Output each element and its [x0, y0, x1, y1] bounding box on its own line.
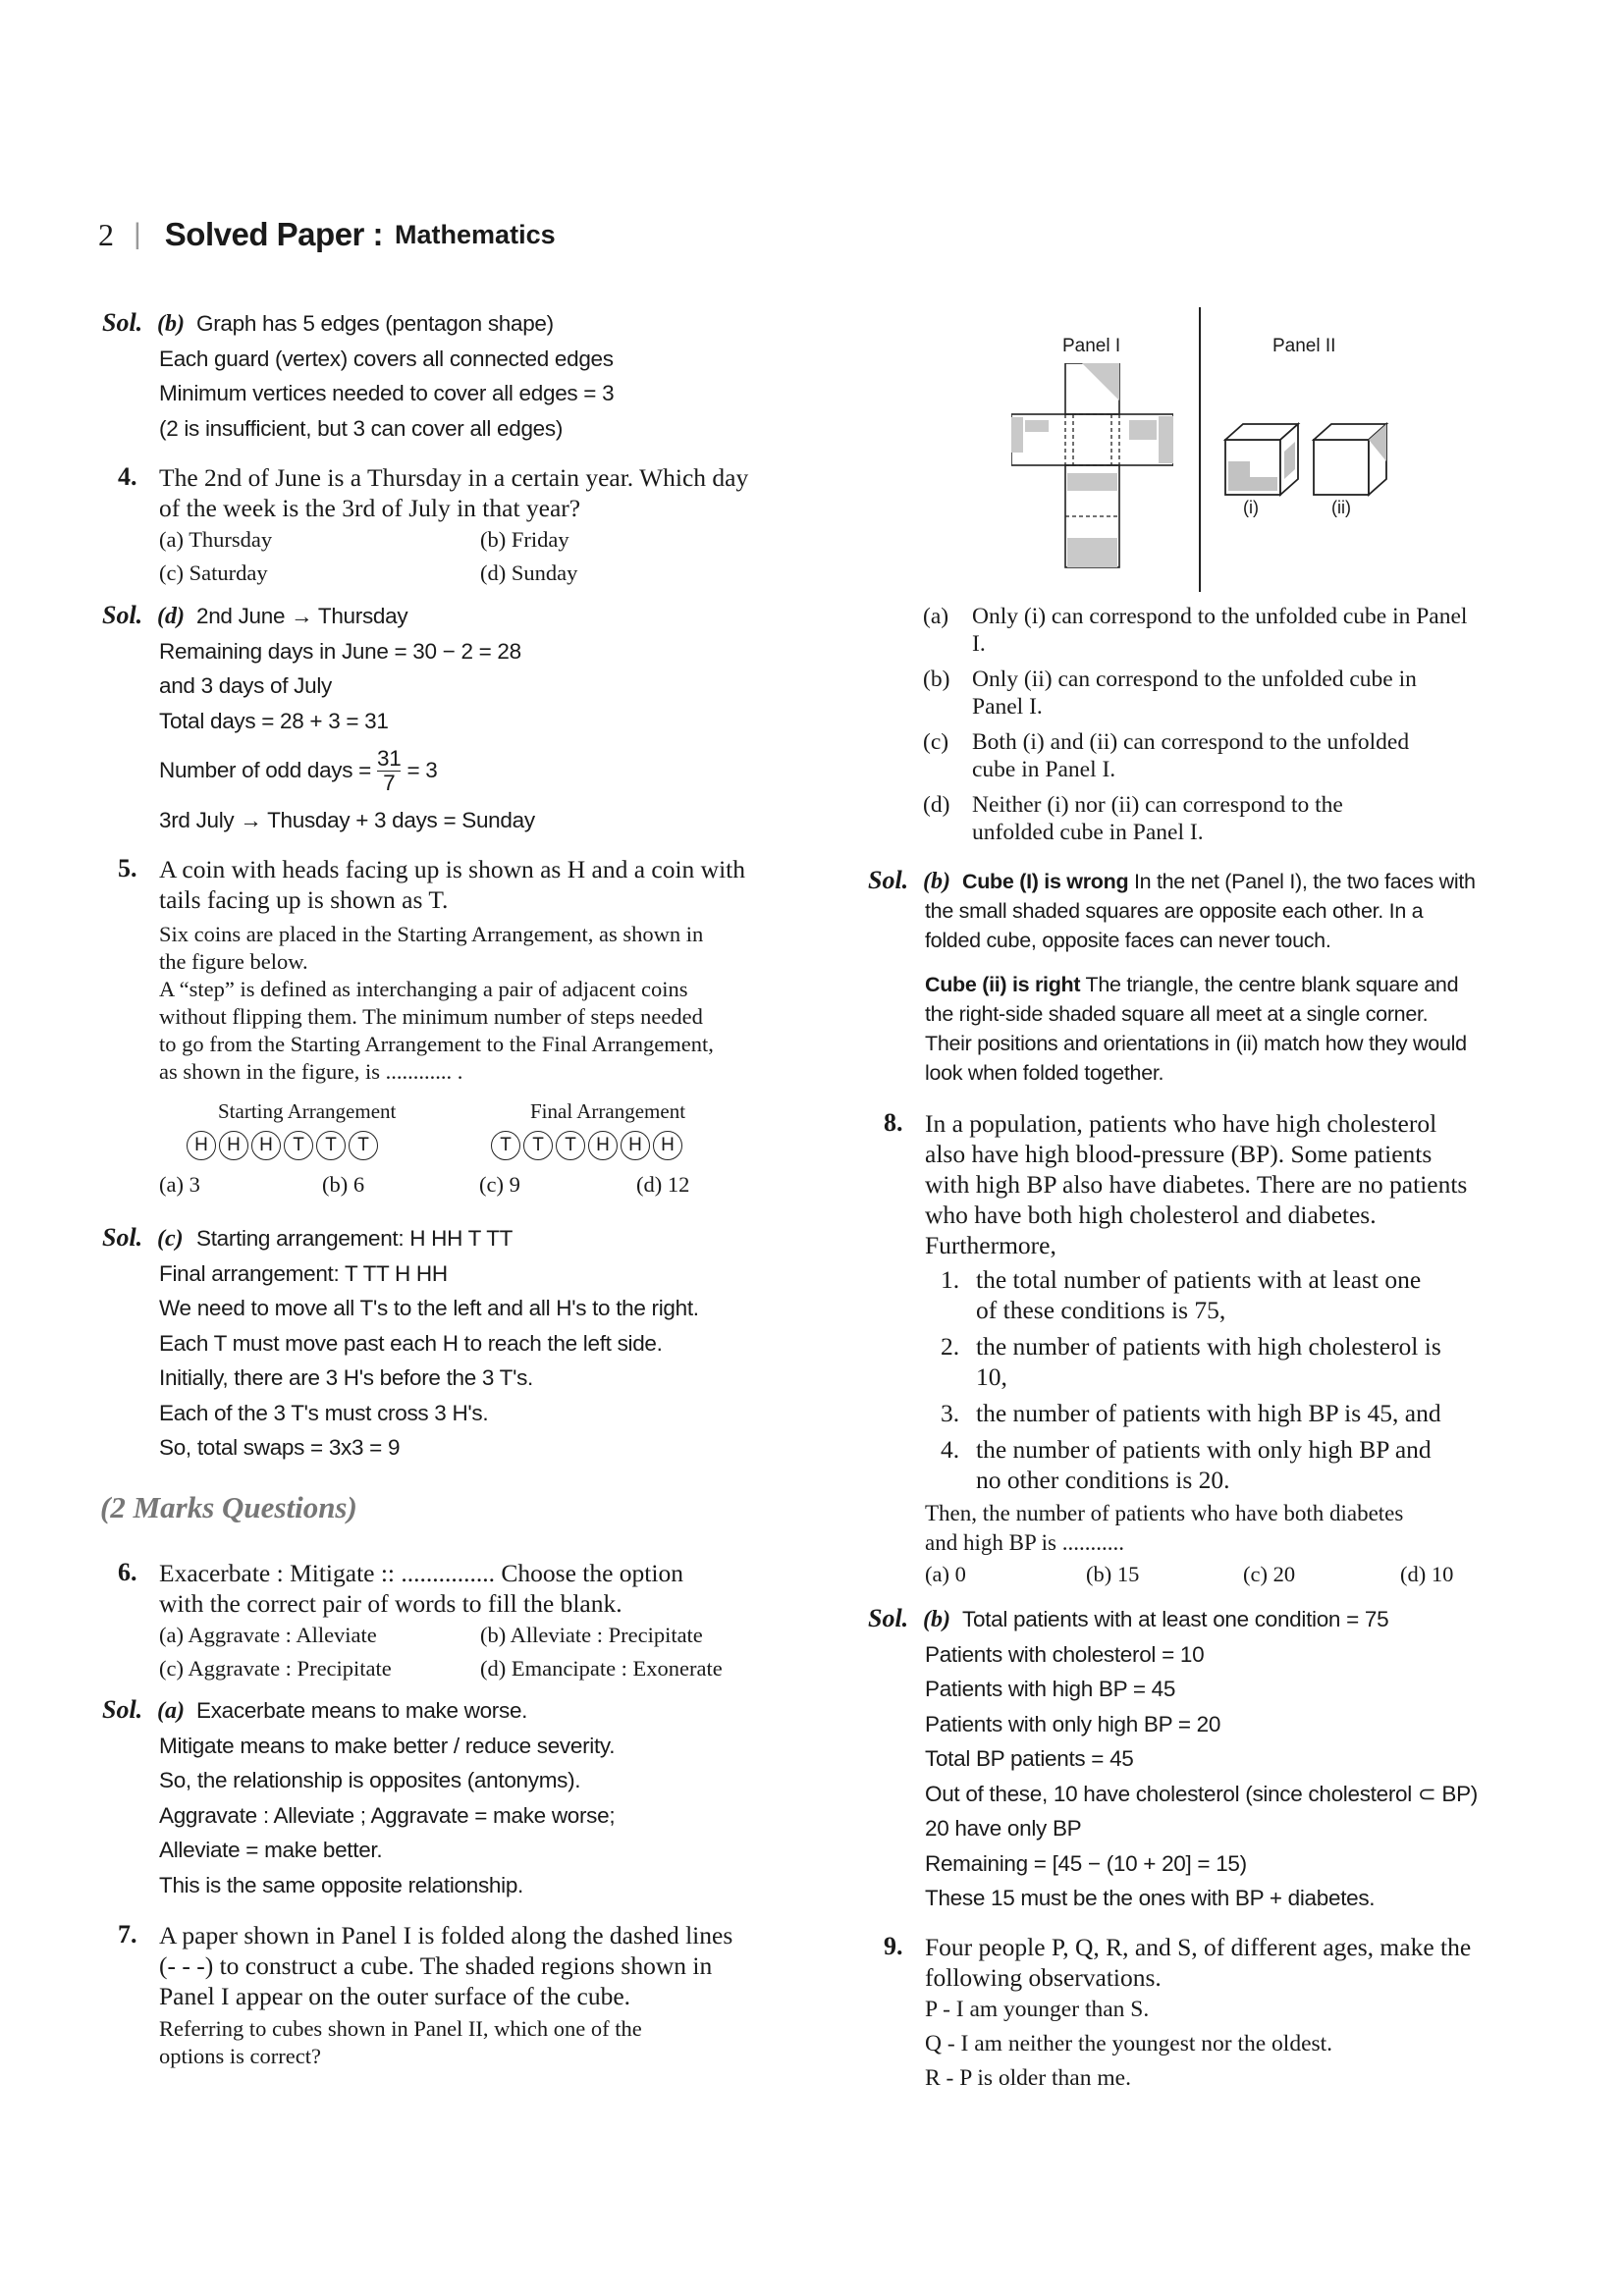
cube-ii-label: (ii) — [1331, 498, 1351, 517]
question-subtext: as shown in the figure, is ............ . — [159, 1059, 463, 1084]
condition-item — [941, 1331, 1498, 1392]
solution-5 — [102, 1221, 699, 1466]
option-c — [923, 728, 1542, 783]
question-text: following observations. — [925, 1963, 1162, 1992]
fraction-denominator: 7 — [383, 770, 396, 795]
sol-answer: (a) — [157, 1698, 185, 1724]
question-text: with high BP also have diabetes. There are no patients — [925, 1170, 1468, 1199]
statement: R - P is older than me. — [925, 2065, 1131, 2091]
question-text: (- - -) to construct a cube. The shaded regions shown in — [159, 1951, 713, 1980]
question-text: In a population, patients who have high cholesterol — [925, 1109, 1437, 1138]
question-number: 5. — [118, 854, 137, 882]
question-number: 7. — [118, 1920, 137, 1949]
condition-item — [941, 1398, 1498, 1428]
option-c: (c) Aggravate : Precipitate — [159, 1656, 392, 1681]
question-subtext: Six coins are placed in the Starting Arrangement, as shown in — [159, 922, 704, 946]
starting-arrangement — [187, 1131, 491, 1160]
starting-coin: T — [349, 1131, 378, 1160]
sol-line: Remaining = [45 − (10 + 20] = 15) — [925, 1850, 1247, 1876]
question-text: tails facing up is shown as T. — [159, 885, 449, 914]
sol-answer: (b) — [157, 311, 185, 337]
question-8 — [884, 1108, 1551, 1591]
odd-days-result: = 3 — [406, 758, 438, 783]
sol-answer: (b) — [923, 1607, 950, 1632]
option-text: Panel I. — [972, 694, 1043, 720]
sol-line: Patients with cholesterol = 10 — [925, 1641, 1205, 1667]
sol-label: Sol. — [868, 1604, 909, 1632]
item-number: 2. — [941, 1332, 960, 1361]
shade-middle-bar — [1067, 473, 1117, 491]
item-text: the number of patients with high cholesterol is — [976, 1332, 1441, 1361]
question-7 — [118, 1920, 844, 2070]
option-letter: (b) — [923, 667, 950, 692]
sol-line: Each guard (vertex) covers all connected edges — [159, 346, 614, 371]
cube-i — [1223, 422, 1302, 499]
option-text: Both (i) and (ii) can correspond to the unfolded — [972, 729, 1410, 755]
starting-coin: T — [316, 1131, 346, 1160]
section-heading: (2 Marks Questions) — [100, 1490, 357, 1524]
item-text: no other conditions is 20. — [976, 1466, 1230, 1494]
sol-bold: Cube (I) is wrong — [962, 870, 1129, 893]
sol-line: Their positions and orientations in (ii) match how they would — [925, 1032, 1467, 1055]
option-b: (b) 15 — [1086, 1562, 1140, 1586]
option-a: (a) Aggravate : Alleviate — [159, 1623, 377, 1647]
starting-coin: H — [219, 1131, 248, 1160]
sol-line: look when folded together. — [925, 1061, 1164, 1085]
final-arrangement-label: Final Arrangement — [530, 1099, 686, 1123]
question-text: A paper shown in Panel I is folded along the dashed lines — [159, 1921, 733, 1949]
panel-divider — [1199, 307, 1201, 592]
odd-days-label: Number of odd days = — [159, 758, 372, 783]
item-text: 10, — [976, 1362, 1007, 1391]
cube-i-label: (i) — [1243, 498, 1259, 517]
question-text: Panel I appear on the outer surface of the cube. — [159, 1982, 631, 2010]
paper-subject: Mathematics — [395, 219, 556, 249]
option-c: (c) 20 — [1243, 1562, 1296, 1586]
question-5 — [118, 854, 844, 1201]
option-c: (c) Saturday — [159, 561, 268, 585]
solution-6 — [102, 1693, 615, 1902]
option-letter: (d) — [923, 792, 950, 818]
sol-line: Patients with high BP = 45 — [925, 1677, 1176, 1701]
option-b — [923, 666, 1542, 721]
sol-line: and 3 days of July — [159, 673, 332, 698]
sol-answer: (d) — [157, 604, 185, 629]
question-text: who have both high cholesterol and diabetes. — [925, 1201, 1377, 1229]
paper-title: Solved Paper : — [164, 216, 384, 252]
question-7-options — [923, 603, 1542, 846]
final-coin: T — [523, 1131, 553, 1160]
sol-label: Sol. — [102, 601, 143, 629]
starting-coin: H — [187, 1131, 216, 1160]
option-a — [923, 603, 1542, 658]
sol-line: The triangle, the centre blank square and — [1080, 973, 1459, 996]
final-arrangement — [491, 1131, 685, 1160]
option-b: (b) Alleviate : Precipitate — [480, 1623, 703, 1647]
sol-line: So, the relationship is opposites (antonyms). — [159, 1768, 581, 1792]
panel-1-net — [1011, 363, 1173, 569]
question-number: 9. — [884, 1932, 903, 1960]
sol-line: Graph has 5 edges (pentagon shape) — [196, 311, 554, 336]
solution-4 — [102, 599, 535, 838]
question-9 — [884, 1932, 1551, 2096]
sol-label: Sol. — [102, 308, 143, 337]
sol-bold: Cube (ii) is right — [925, 973, 1081, 996]
solution-8 — [868, 1602, 1478, 1916]
sol-line: Aggravate : Alleviate ; Aggravate = make worse; — [159, 1802, 616, 1828]
question-number: 6. — [118, 1558, 137, 1586]
sol-line: 3rd July → Thusday + 3 days = Sunday — [159, 808, 535, 832]
cube-ii — [1312, 422, 1390, 499]
question-subtext: without flipping them. The minimum number of steps needed — [159, 1004, 703, 1029]
question-text: with the correct pair of words to fill the blank. — [159, 1589, 622, 1618]
option-letter: (c) — [923, 729, 949, 755]
starting-coin: T — [284, 1131, 313, 1160]
sol-line: 2nd June → Thursday — [196, 604, 408, 628]
option-d: (d) Emancipate : Exonerate — [480, 1656, 723, 1681]
sol-answer: (b) — [923, 869, 950, 894]
sol-line: the right-side shaded square all meet at a single corner. — [925, 1002, 1429, 1026]
sol-line: Patients with only high BP = 20 — [925, 1711, 1221, 1736]
sol-line: This is the same opposite relationship. — [159, 1872, 523, 1897]
question-text: A coin with heads facing up is shown as H and a coin with — [159, 855, 746, 883]
coin-labels — [159, 1097, 774, 1125]
sol-line: Each of the 3 T's must cross 3 H's. — [159, 1400, 489, 1425]
final-coin: T — [491, 1131, 520, 1160]
question-text: Four people P, Q, R, and S, of different ages, make the — [925, 1933, 1472, 1961]
fraction — [377, 747, 401, 795]
starting-arrangement-label: Starting Arrangement — [218, 1099, 397, 1123]
fraction-numerator: 31 — [377, 745, 402, 771]
item-text: the total number of patients with at least one — [976, 1265, 1422, 1294]
starting-coin: H — [251, 1131, 281, 1160]
question-subtext: the figure below. — [159, 949, 308, 974]
question-6 — [118, 1558, 844, 1685]
final-coin: T — [556, 1131, 585, 1160]
option-d: (d) Sunday — [480, 561, 578, 585]
item-text: the number of patients with high BP is 45, and — [976, 1399, 1441, 1427]
sol-label: Sol. — [102, 1223, 143, 1252]
sol-label: Sol. — [102, 1695, 143, 1724]
question-subtext: options is correct? — [159, 2044, 321, 2068]
solution-7 — [868, 866, 1476, 1088]
sol-line: Initially, there are 3 H's before the 3 T's. — [159, 1365, 534, 1390]
shade-left-strip — [1011, 417, 1023, 453]
sol-line: Minimum vertices needed to cover all edges = 3 — [159, 381, 615, 405]
option-text: I. — [972, 631, 986, 657]
final-coin: H — [653, 1131, 682, 1160]
sol-line: Final arrangement: T TT H HH — [159, 1260, 448, 1286]
sol-line: Each T must move past each H to reach the left side. — [159, 1330, 663, 1356]
page-header — [98, 210, 556, 259]
condition-item — [941, 1264, 1498, 1325]
sol-label: Sol. — [868, 866, 909, 894]
sol-line: the small shaded squares are opposite each other. In a — [925, 899, 1424, 923]
solution-3 — [102, 306, 614, 446]
final-coin: H — [621, 1131, 650, 1160]
coin-figure — [187, 1131, 774, 1160]
sol-line: In the net (Panel I), the two faces with — [1128, 870, 1476, 893]
sol-line: 20 have only BP — [925, 1816, 1082, 1841]
cube-i-shade-front — [1228, 461, 1250, 491]
question-text: The 2nd of June is a Thursday in a certain year. Which day — [159, 463, 749, 492]
question-subtext: to go from the Starting Arrangement to the Final Arrangement, — [159, 1032, 714, 1056]
option-a: (a) 0 — [925, 1562, 966, 1586]
sol-line: Exacerbate means to make worse. — [196, 1698, 528, 1723]
question-text: of the week is the 3rd of July in that year? — [159, 494, 581, 522]
option-b: (b) 6 — [322, 1172, 365, 1197]
shade-right-strip — [1159, 416, 1173, 463]
question-4 — [118, 462, 844, 590]
sol-line: These 15 must be the ones with BP + diabetes. — [925, 1886, 1376, 1910]
sol-line: Out of these, 10 have cholesterol (since cholesterol ⊂ BP) — [925, 1781, 1478, 1806]
option-text: Neither (i) nor (ii) can correspond to the — [972, 792, 1343, 818]
option-c: (c) 9 — [479, 1172, 520, 1197]
sol-answer: (c) — [157, 1226, 184, 1252]
shade-bottom — [1067, 538, 1117, 567]
item-number: 3. — [941, 1399, 960, 1427]
sol-line: (2 is insufficient, but 3 can cover all edges) — [159, 415, 564, 441]
question-subtext: A “step” is defined as interchanging a pair of adjacent coins — [159, 977, 688, 1001]
option-d: (d) 12 — [636, 1172, 690, 1197]
sol-line: Total BP patients = 45 — [925, 1746, 1134, 1771]
shade-right-square — [1129, 420, 1157, 440]
option-a: (a) Thursday — [159, 527, 273, 552]
option-text: Only (ii) can correspond to the unfolded cube in — [972, 667, 1417, 692]
sol-line: folded cube, opposite faces can never touch. — [925, 929, 1331, 952]
final-coin: H — [588, 1131, 618, 1160]
sol-line: Remaining days in June = 30 − 2 = 28 — [159, 638, 521, 664]
item-text: of these conditions is 75, — [976, 1296, 1226, 1324]
page-number: 2 — [98, 216, 114, 252]
sol-line: Alleviate = make better. — [159, 1838, 383, 1862]
option-text: cube in Panel I. — [972, 757, 1116, 782]
item-number: 1. — [941, 1265, 960, 1294]
question-number: 8. — [884, 1108, 903, 1137]
header-separator: | — [134, 218, 141, 250]
sol-line: Mitigate means to make better / reduce severity. — [159, 1733, 616, 1758]
sol-line: Starting arrangement: H HH T TT — [196, 1226, 514, 1251]
question-text: also have high blood-pressure (BP). Some patients — [925, 1140, 1433, 1168]
sol-line: Total patients with at least one condition = 75 — [962, 1607, 1389, 1631]
shade-left-square — [1025, 420, 1049, 432]
statement: P - I am younger than S. — [925, 1997, 1150, 2022]
question-text: Exacerbate : Mitigate :: ............... Choose the option — [159, 1559, 683, 1587]
condition-item — [941, 1434, 1498, 1495]
option-letter: (a) — [923, 604, 949, 629]
question-subtext: Referring to cubes shown in Panel II, which one of the — [159, 2016, 642, 2041]
question-text: Furthermore, — [925, 1231, 1056, 1259]
odd-days-line — [159, 740, 535, 801]
sol-line: We need to move all T's to the left and all H's to the right. — [159, 1296, 699, 1320]
panel-1-label: Panel I — [1062, 336, 1121, 356]
option-d — [923, 791, 1542, 846]
question-number: 4. — [118, 462, 137, 491]
item-text: the number of patients with only high BP and — [976, 1435, 1432, 1464]
option-b: (b) Friday — [480, 527, 569, 552]
question-subtext: and high BP is ........... — [925, 1530, 1124, 1555]
panel-2-label: Panel II — [1272, 336, 1336, 356]
shade-triangle-top — [1082, 363, 1119, 400]
statement: Q - I am neither the youngest nor the oldest. — [925, 2031, 1333, 2056]
option-d: (d) 10 — [1400, 1562, 1454, 1586]
option-text: unfolded cube in Panel I. — [972, 820, 1204, 845]
sol-line: Total days = 28 + 3 = 31 — [159, 708, 389, 733]
question-subtext: Then, the number of patients who have both diabetes — [925, 1501, 1404, 1525]
option-text: Only (i) can correspond to the unfolded cube in Panel — [972, 604, 1468, 629]
option-a: (a) 3 — [159, 1172, 200, 1197]
sol-line: So, total swaps = 3x3 = 9 — [159, 1435, 401, 1460]
item-number: 4. — [941, 1435, 960, 1464]
